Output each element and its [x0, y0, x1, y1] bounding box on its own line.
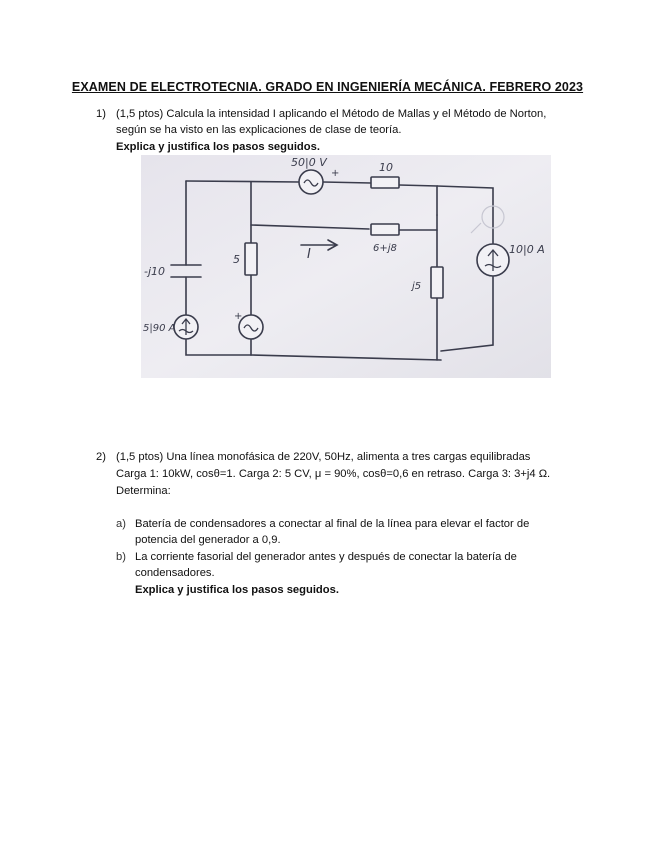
question-1-text-line-1: (1,5 ptos) Calcula la intensidad I aplicando el Método de Mallas y el Método de Norton,	[116, 108, 547, 120]
question-2-text-line-2: Carga 1: 10kW, cosθ=1. Carga 2: 5 CV, μ = 90%, cosθ=0,6 en retraso. Carga 3: 3+j4 Ω.	[116, 468, 551, 480]
question-2-number: 2)	[96, 451, 106, 463]
label-j5: j5	[412, 281, 422, 292]
item-a-line-2: potencia del generador a 0,9.	[135, 534, 281, 546]
item-b-line-1: La corriente fasorial del generador antes y después de conectar la batería de	[135, 551, 517, 563]
label-capacitor: -j10	[144, 265, 166, 278]
label-plus-bottom: +	[234, 311, 243, 322]
label-plus: +	[331, 168, 340, 179]
item-a-line-1: Batería de condensadores a conectar al final de la línea para elevar el factor de	[135, 518, 530, 530]
question-1-number: 1)	[96, 108, 106, 120]
question-2-text-line-3: Determina:	[116, 485, 171, 497]
exam-title: EXAMEN DE ELECTROTECNIA. GRADO EN INGENIERÍA MECÁNICA. FEBRERO 2023	[71, 80, 584, 94]
label-impedance-6j8: 6+j8	[373, 243, 397, 254]
item-b-label: b)	[116, 551, 126, 563]
item-a-label: a)	[116, 518, 126, 530]
label-resistor-10: 10	[379, 161, 393, 174]
circuit-photo	[141, 155, 551, 378]
question-2-instruction: Explica y justifica los pasos seguidos.	[135, 584, 339, 596]
label-current-source-left: 5|90 A	[143, 323, 176, 334]
label-source-top: 50|0 V	[291, 156, 327, 169]
item-b-line-2: condensadores.	[135, 567, 215, 579]
question-2-text-line-1: (1,5 ptos) Una línea monofásica de 220V, 50Hz, alimenta a tres cargas equilibradas	[116, 451, 531, 463]
label-resistor-5: 5	[233, 253, 240, 266]
label-current-source-right: 10|0 A	[509, 243, 545, 256]
question-1-text-line-2: según se ha visto en las explicaciones de clase de teoría.	[116, 124, 402, 136]
label-current-i: I	[307, 247, 311, 262]
question-1-instruction: Explica y justifica los pasos seguidos.	[116, 141, 320, 153]
